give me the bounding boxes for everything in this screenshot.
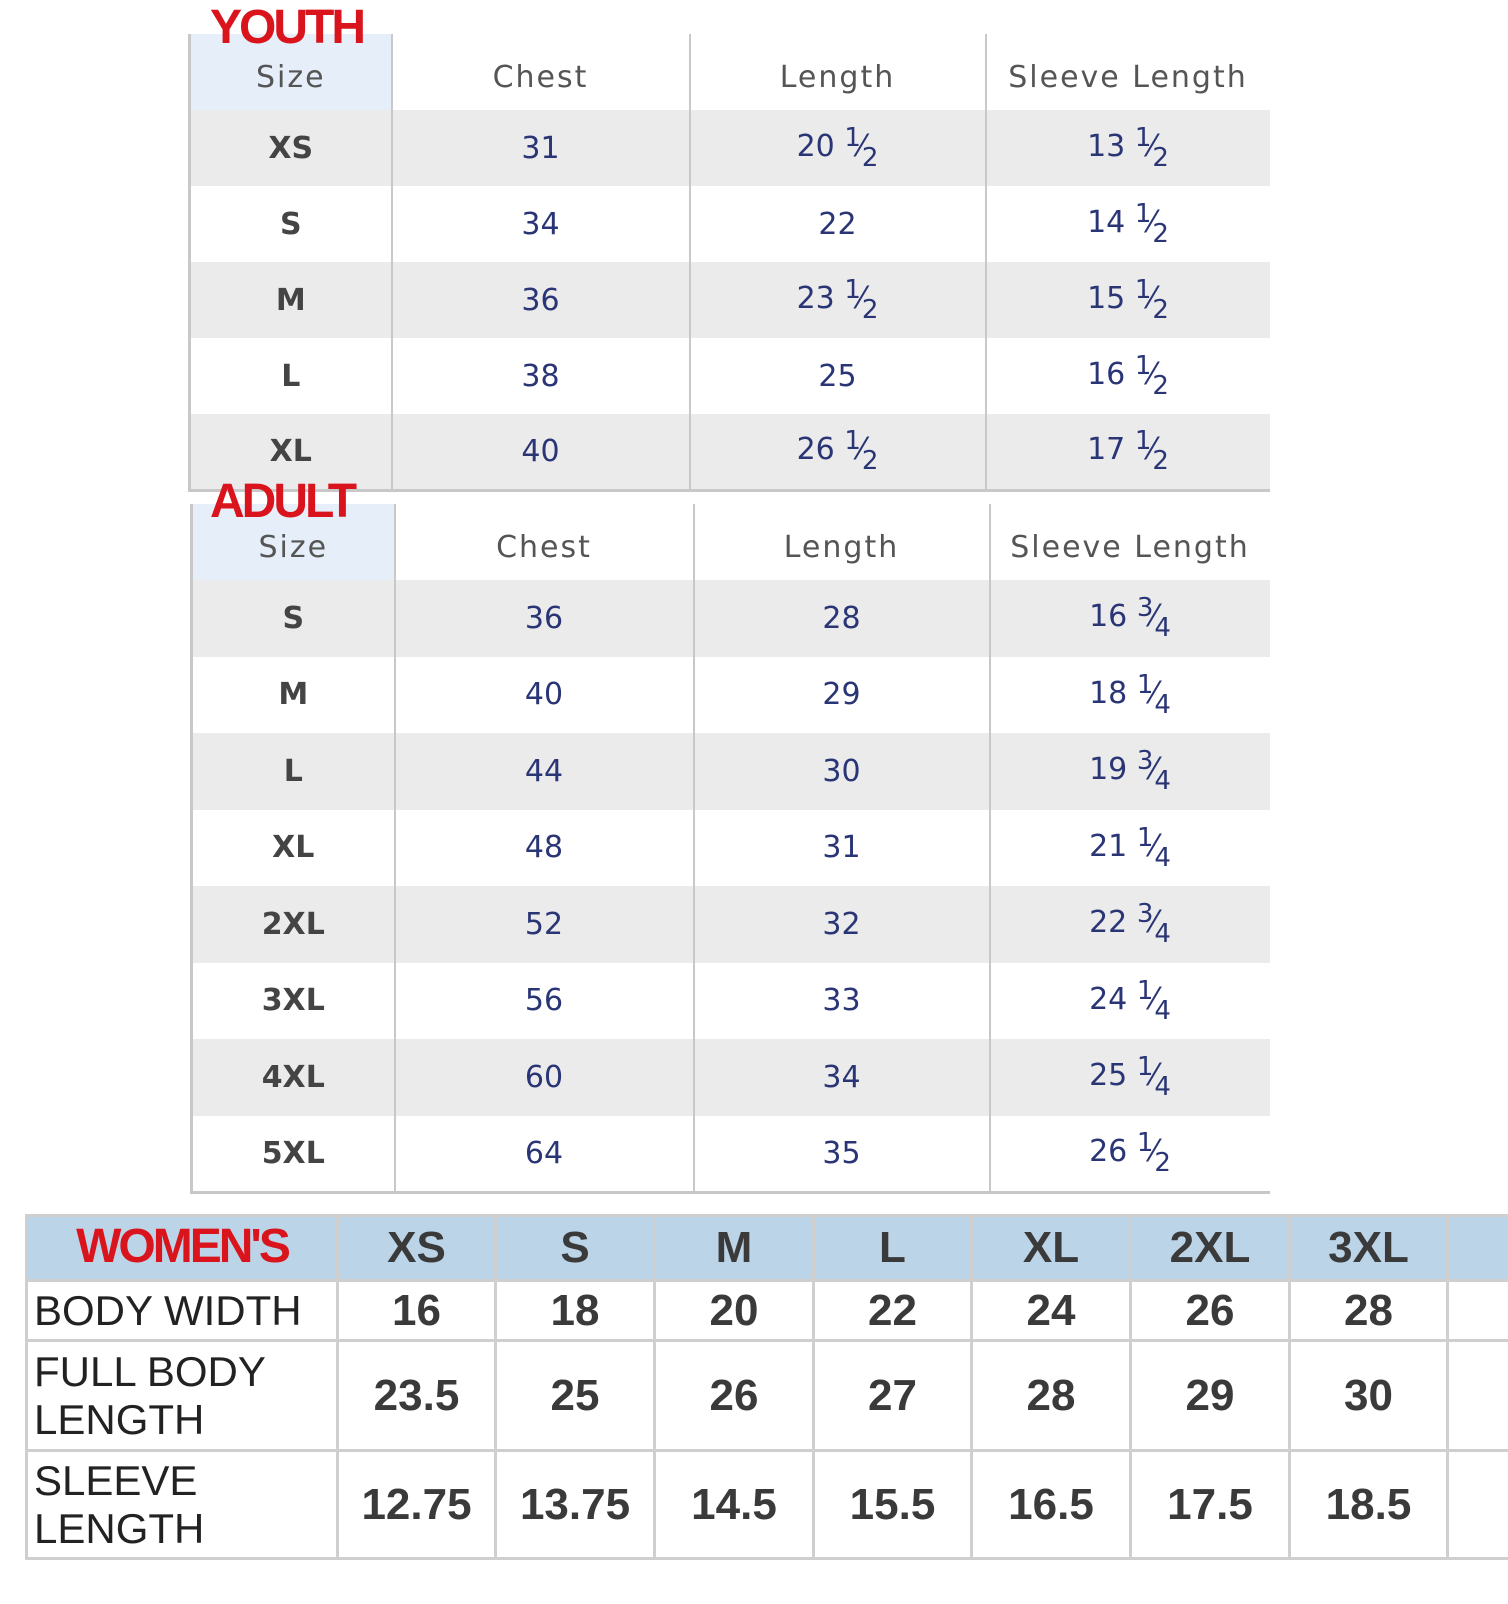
- size-cell: 3XL: [192, 963, 395, 1040]
- length-cell: [690, 186, 986, 262]
- sleeve-length-cell-value: [1087, 351, 1169, 401]
- fraction-denominator: 2: [861, 295, 879, 325]
- adult-title: ADULT: [210, 475, 355, 528]
- whole-number: 17: [1087, 432, 1126, 468]
- length-cell: [694, 810, 990, 887]
- whole-number: 26: [796, 432, 835, 468]
- sleeve-length-cell: [990, 963, 1270, 1040]
- table-row: [192, 657, 1270, 734]
- measurement-label-line: SLEEVE: [34, 1456, 198, 1504]
- sleeve-length-cell: [990, 580, 1270, 657]
- size-cell: L: [192, 733, 395, 810]
- fraction-numerator: 1: [1134, 426, 1152, 457]
- fraction-denominator: 2: [1152, 295, 1169, 325]
- length-cell: [690, 414, 986, 490]
- length-cell-value: [822, 601, 860, 636]
- fraction-slash: ⁄: [1149, 129, 1155, 164]
- whole-number: 18: [1089, 675, 1128, 711]
- fraction-numerator: 1: [1136, 669, 1154, 700]
- sleeve-length-cell: [986, 110, 1270, 186]
- fraction-slash: ⁄: [1151, 599, 1157, 635]
- measurement-label-line: LENGTH: [34, 1504, 205, 1552]
- fraction-denominator: 4: [1154, 842, 1171, 873]
- size-cell: M: [192, 657, 395, 734]
- measurement-value: 13.75: [496, 1451, 655, 1559]
- whole-number: 25: [1089, 1058, 1128, 1094]
- youth-size-table: [188, 34, 1270, 492]
- fraction-slash: ⁄: [1149, 281, 1155, 316]
- table-row: [190, 338, 1270, 414]
- fraction-denominator: 2: [1152, 143, 1169, 173]
- fraction-numerator: 3: [1136, 746, 1154, 777]
- chest-cell: 36: [395, 580, 694, 657]
- fraction-numerator: 1: [1134, 351, 1152, 381]
- table-row: [192, 810, 1270, 887]
- size-cell: XL: [190, 414, 392, 490]
- length-cell: [694, 886, 990, 963]
- chest-cell: 48: [395, 810, 694, 887]
- size-cell: 5XL: [192, 1116, 395, 1193]
- size-cell: 2XL: [192, 886, 395, 963]
- measurement-value: [1448, 1451, 1508, 1559]
- whole-number: 13: [1087, 129, 1126, 164]
- womens-title: WOMEN'S: [76, 1220, 288, 1273]
- sleeve-length-cell-value: [1087, 199, 1169, 249]
- column-header-sleeve-length: Sleeve Length: [986, 34, 1270, 110]
- measurement-value: 28: [972, 1341, 1131, 1451]
- measurement-value: 16: [338, 1281, 496, 1341]
- table-row: [192, 963, 1270, 1040]
- fraction-numerator: 1: [1134, 123, 1152, 153]
- column-header-length: Length: [690, 34, 986, 110]
- fraction-numerator: 1: [1136, 822, 1154, 853]
- fraction-denominator: 2: [1152, 371, 1169, 401]
- length-cell-value: [822, 1136, 860, 1171]
- measurement-label: [27, 1451, 338, 1559]
- whole-number: 32: [822, 906, 861, 942]
- fraction-denominator: 4: [1154, 689, 1171, 720]
- sleeve-length-cell: [990, 1116, 1270, 1193]
- fraction-numerator: 3: [1136, 593, 1154, 624]
- size-header-cell: [1448, 1216, 1508, 1281]
- sleeve-length-cell-value: [1089, 899, 1171, 950]
- sleeve-length-cell: [990, 1039, 1270, 1116]
- column-header-size: Size: [190, 34, 392, 110]
- size-cell: XS: [190, 110, 392, 186]
- sleeve-length-cell: [986, 262, 1270, 338]
- fraction-slash: ⁄: [1149, 432, 1155, 468]
- whole-number: 15: [1087, 281, 1126, 316]
- fraction-slash: ⁄: [1149, 205, 1155, 240]
- whole-number: 33: [822, 983, 861, 1019]
- table-row: [190, 186, 1270, 262]
- column-header-sleeve-length: Sleeve Length: [990, 504, 1270, 580]
- table-row: [27, 1341, 1508, 1451]
- fraction-denominator: 4: [1154, 995, 1171, 1026]
- table-row: [27, 1451, 1508, 1559]
- size-header-cell: M: [655, 1216, 814, 1281]
- size-header-cell: 2XL: [1131, 1216, 1290, 1281]
- fraction-numerator: 3: [1136, 899, 1154, 930]
- fraction-slash: ⁄: [1151, 752, 1157, 788]
- length-cell-value: [796, 275, 879, 325]
- length-cell-value: [822, 754, 860, 789]
- measurement-value: 23.5: [338, 1341, 496, 1451]
- length-cell: [694, 733, 990, 810]
- fraction-numerator: 1: [844, 426, 861, 457]
- table-row: [27, 1281, 1508, 1341]
- length-cell: [690, 110, 986, 186]
- table-row: [190, 110, 1270, 186]
- sleeve-length-cell-value: [1089, 746, 1171, 797]
- measurement-value: 25: [496, 1341, 655, 1451]
- table-row: [192, 580, 1270, 657]
- length-cell: [690, 262, 986, 338]
- fraction-numerator: 1: [1134, 275, 1152, 305]
- chest-cell: 52: [395, 886, 694, 963]
- fraction-slash: ⁄: [858, 432, 864, 468]
- measurement-value: 27: [814, 1341, 972, 1451]
- table-row: [192, 886, 1270, 963]
- table-row: [192, 1039, 1270, 1116]
- fraction-slash: ⁄: [858, 281, 864, 316]
- fraction-numerator: 1: [1134, 199, 1152, 229]
- table-row: [192, 1116, 1270, 1193]
- whole-number: 22: [1089, 905, 1128, 941]
- fraction-denominator: 4: [1154, 613, 1171, 644]
- measurement-value: 30: [1290, 1341, 1448, 1451]
- whole-number: 14: [1087, 205, 1126, 240]
- size-header-cell: S: [496, 1216, 655, 1281]
- measurement-value: [1448, 1341, 1508, 1451]
- length-cell-value: [796, 123, 879, 173]
- sleeve-length-cell-value: [1087, 426, 1169, 477]
- fraction-denominator: 4: [1154, 766, 1171, 797]
- youth-title: YOUTH: [210, 1, 363, 54]
- measurement-label: [27, 1341, 338, 1451]
- length-cell-value: [822, 830, 860, 865]
- measurement-label-line: BODY WIDTH: [34, 1286, 302, 1334]
- whole-number: 16: [1087, 357, 1126, 392]
- whole-number: 31: [822, 830, 861, 866]
- whole-number: 35: [822, 1135, 861, 1171]
- size-cell: L: [190, 338, 392, 414]
- womens-size-table: [25, 1214, 1508, 1560]
- measurement-value: 18.5: [1290, 1451, 1448, 1559]
- length-cell: [694, 1039, 990, 1116]
- fraction-slash: ⁄: [1151, 828, 1157, 864]
- sleeve-length-cell: [986, 186, 1270, 262]
- fraction-numerator: 1: [1136, 975, 1154, 1006]
- chest-cell: 60: [395, 1039, 694, 1116]
- sleeve-length-cell-value: [1089, 1128, 1171, 1178]
- measurement-value: 18: [496, 1281, 655, 1341]
- chest-cell: 56: [395, 963, 694, 1040]
- sleeve-length-cell-value: [1089, 669, 1171, 720]
- size-cell: 4XL: [192, 1039, 395, 1116]
- chest-cell: 40: [392, 414, 690, 490]
- fraction-denominator: 2: [861, 143, 879, 173]
- whole-number: 25: [818, 358, 857, 394]
- whole-number: 26: [1089, 1134, 1128, 1169]
- measurement-value: 16.5: [972, 1451, 1131, 1559]
- fraction-slash: ⁄: [1151, 675, 1157, 711]
- womens-title-cell: [27, 1216, 338, 1281]
- whole-number: 28: [822, 600, 861, 636]
- sleeve-length-cell-value: [1089, 822, 1171, 873]
- length-cell: [694, 580, 990, 657]
- size-header-cell: XL: [972, 1216, 1131, 1281]
- chest-cell: 34: [392, 186, 690, 262]
- sleeve-length-cell-value: [1089, 975, 1171, 1026]
- sleeve-length-cell: [990, 886, 1270, 963]
- sleeve-length-cell-value: [1087, 123, 1169, 173]
- measurement-value: 17.5: [1131, 1451, 1290, 1559]
- measurement-label-line: FULL BODY: [34, 1347, 266, 1395]
- sleeve-length-cell: [986, 414, 1270, 490]
- sleeve-length-cell: [990, 810, 1270, 887]
- chest-cell: 36: [392, 262, 690, 338]
- whole-number: 30: [822, 753, 861, 789]
- sleeve-length-cell: [990, 657, 1270, 734]
- length-cell: [694, 1116, 990, 1193]
- fraction-numerator: 1: [1136, 1128, 1154, 1158]
- measurement-label-line: LENGTH: [34, 1395, 205, 1443]
- sleeve-length-cell-value: [1089, 593, 1171, 644]
- sleeve-length-cell: [990, 733, 1270, 810]
- fraction-denominator: 2: [861, 446, 879, 477]
- size-header-cell: 3XL: [1290, 1216, 1448, 1281]
- fraction-slash: ⁄: [1151, 981, 1157, 1017]
- length-cell: [694, 963, 990, 1040]
- fraction-slash: ⁄: [1151, 1058, 1157, 1094]
- size-header-cell: L: [814, 1216, 972, 1281]
- whole-number: 24: [1089, 981, 1128, 1017]
- measurement-label: [27, 1281, 338, 1341]
- measurement-value: 14.5: [655, 1451, 814, 1559]
- chest-cell: 38: [392, 338, 690, 414]
- fraction-slash: ⁄: [1151, 1134, 1157, 1169]
- chest-cell: 44: [395, 733, 694, 810]
- fraction-slash: ⁄: [1149, 357, 1155, 392]
- fraction-numerator: 1: [844, 123, 861, 153]
- whole-number: 34: [822, 1059, 861, 1095]
- chest-cell: 64: [395, 1116, 694, 1193]
- whole-number: 20: [796, 129, 835, 164]
- column-header-length: Length: [694, 504, 990, 580]
- whole-number: 16: [1089, 599, 1128, 635]
- column-header-size: Size: [192, 504, 395, 580]
- sleeve-length-cell-value: [1087, 275, 1169, 325]
- measurement-value: 26: [1131, 1281, 1290, 1341]
- table-row: [190, 262, 1270, 338]
- length-cell: [694, 657, 990, 734]
- whole-number: 22: [818, 206, 857, 242]
- length-cell-value: [822, 677, 860, 712]
- size-cell: XL: [192, 810, 395, 887]
- adult-size-table: [190, 504, 1270, 1194]
- fraction-denominator: 2: [1154, 1148, 1171, 1178]
- length-cell-value: [822, 983, 860, 1018]
- whole-number: 23: [796, 281, 835, 316]
- measurement-value: 28: [1290, 1281, 1448, 1341]
- fraction-denominator: 2: [1152, 446, 1169, 477]
- whole-number: 19: [1089, 752, 1128, 788]
- fraction-numerator: 1: [1136, 1052, 1154, 1083]
- fraction-denominator: 4: [1154, 1072, 1171, 1103]
- measurement-value: 20: [655, 1281, 814, 1341]
- fraction-denominator: 4: [1154, 919, 1171, 950]
- column-header-chest: Chest: [392, 34, 690, 110]
- length-cell: [690, 338, 986, 414]
- measurement-value: 29: [1131, 1341, 1290, 1451]
- size-cell: M: [190, 262, 392, 338]
- fraction-denominator: 2: [1152, 219, 1169, 249]
- measurement-value: 24: [972, 1281, 1131, 1341]
- length-cell-value: [822, 907, 860, 942]
- size-header-cell: XS: [338, 1216, 496, 1281]
- fraction-slash: ⁄: [1151, 905, 1157, 941]
- size-cell: S: [192, 580, 395, 657]
- whole-number: 29: [822, 677, 861, 713]
- sleeve-length-cell-value: [1089, 1052, 1171, 1103]
- fraction-slash: ⁄: [858, 129, 864, 164]
- sleeve-length-cell: [986, 338, 1270, 414]
- length-cell-value: [822, 1060, 860, 1095]
- length-cell-value: [796, 426, 879, 477]
- chest-cell: 40: [395, 657, 694, 734]
- size-cell: S: [190, 186, 392, 262]
- fraction-numerator: 1: [844, 275, 861, 305]
- length-cell-value: [818, 207, 856, 242]
- measurement-value: 22: [814, 1281, 972, 1341]
- measurement-value: 15.5: [814, 1451, 972, 1559]
- chest-cell: 31: [392, 110, 690, 186]
- whole-number: 21: [1089, 828, 1128, 864]
- measurement-value: 12.75: [338, 1451, 496, 1559]
- column-header-chest: Chest: [395, 504, 694, 580]
- length-cell-value: [818, 359, 856, 394]
- measurement-value: [1448, 1281, 1508, 1341]
- table-row: [192, 733, 1270, 810]
- measurement-value: 26: [655, 1341, 814, 1451]
